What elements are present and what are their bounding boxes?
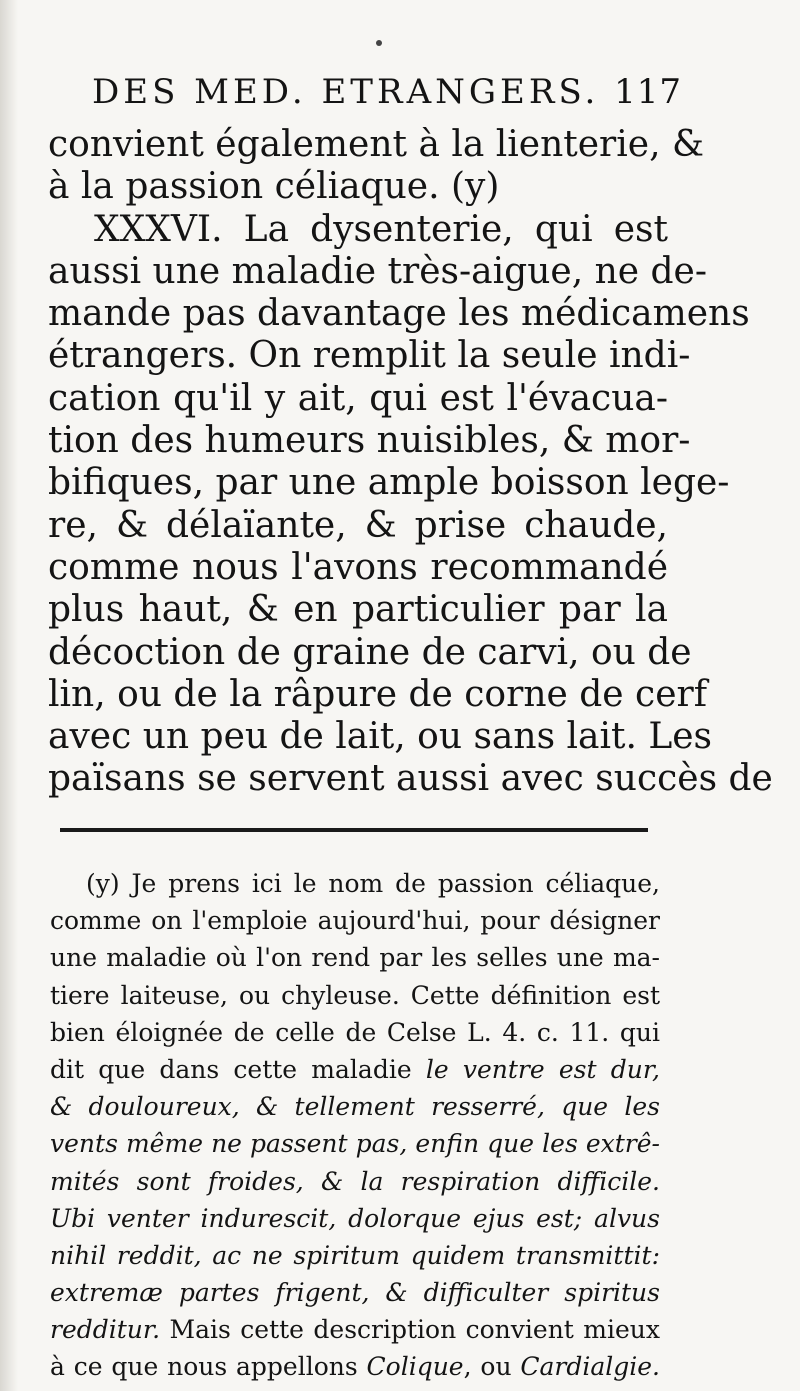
- main-text-line: comme nous l'avons recommandé: [48, 546, 668, 588]
- footnote-italic-text: Cardialgie.: [520, 1352, 660, 1382]
- main-text-line: païsans se servent aussi avec succès de: [48, 758, 773, 800]
- footnote-italic-text: Colique: [366, 1352, 464, 1382]
- main-text-line: cation qu'il y ait, qui est l'évacua-: [48, 377, 668, 419]
- footnote-roman-text: dit que dans cette maladie: [50, 1054, 426, 1084]
- main-text-line: étrangers. On remplit la seule indi-: [48, 335, 691, 377]
- footnote-line: (y) Je prens ici le nom de passion céliaque,: [86, 869, 660, 898]
- main-text-line: mande pas davantage les médicamens: [48, 293, 750, 335]
- footnote-italic-text: le ventre est dur,: [425, 1054, 660, 1084]
- main-text-line: plus haut, & en particulier par la: [48, 589, 668, 631]
- footnote-line: bien éloignée de celle de Celse L. 4. c. 11. qui: [50, 1017, 660, 1047]
- main-text-line: aussi une maladie très-aigue, ne de-: [48, 250, 708, 292]
- main-text-line: bifiques, par une ample boisson lege-: [48, 462, 730, 504]
- footnote-line: [50, 1348, 660, 1385]
- footnote-italic-line: vents même ne passent pas, enfin que les extrê-: [50, 1129, 660, 1159]
- ink-speck: [376, 40, 382, 46]
- footnote-latin-line: extremæ partes frigent, & difficulter spiritus: [50, 1278, 660, 1308]
- main-text-line: décoction de graine de carvi, ou de: [48, 631, 692, 673]
- running-title: DES MED. ETRANGERS.: [92, 72, 600, 112]
- main-text-line: tion des humeurs nuisibles, & mor-: [48, 420, 691, 462]
- main-text-line: à la passion céliaque. (y): [48, 166, 500, 208]
- footnote-line: une maladie où l'on rend par les selles une ma-: [50, 943, 660, 973]
- main-text-line: convient également à la lienterie, &: [48, 124, 705, 165]
- footnote-italic-line: & douloureux, & tellement resserré, que les: [50, 1092, 660, 1122]
- footnote-line: [50, 1051, 660, 1088]
- running-header: [92, 72, 682, 122]
- main-text-line: avec un peu de lait, ou sans lait. Les: [48, 716, 713, 758]
- footnote-roman-text: à ce que nous appellons: [50, 1352, 367, 1382]
- main-text-block: [48, 124, 773, 801]
- main-text-line: lin, ou de la râpure de corne de cerf: [48, 673, 708, 715]
- footnote-block: [50, 865, 660, 1386]
- footnote-separator-rule: [60, 828, 648, 832]
- footnote-latin-line: Ubi venter indurescit, dolorque ejus est; alvus: [50, 1203, 660, 1233]
- footnote-line: [50, 1311, 660, 1348]
- footnote-roman-text: Mais cette description convient mieux: [160, 1315, 660, 1345]
- footnote-line: comme on l'emploie aujourd'hui, pour désigner: [50, 906, 660, 936]
- footnote-italic-text: redditur.: [50, 1315, 161, 1345]
- footnote-roman-text: , ou: [463, 1352, 521, 1382]
- main-text-line: re, & délaïante, & prise chaude,: [48, 504, 668, 546]
- section-heading-line: XXXVI. La dysenterie, qui est: [94, 208, 668, 250]
- footnote-line: tiere laiteuse, ou chyleuse. Cette définition est: [50, 980, 660, 1010]
- page-fold-shadow: [0, 0, 18, 1391]
- footnote-italic-line: mités sont froides, & la respiration difficile.: [50, 1166, 660, 1196]
- page-number: 117: [614, 72, 682, 112]
- footnote-latin-line: nihil reddit, ac ne spiritum quidem transmittit:: [50, 1240, 660, 1270]
